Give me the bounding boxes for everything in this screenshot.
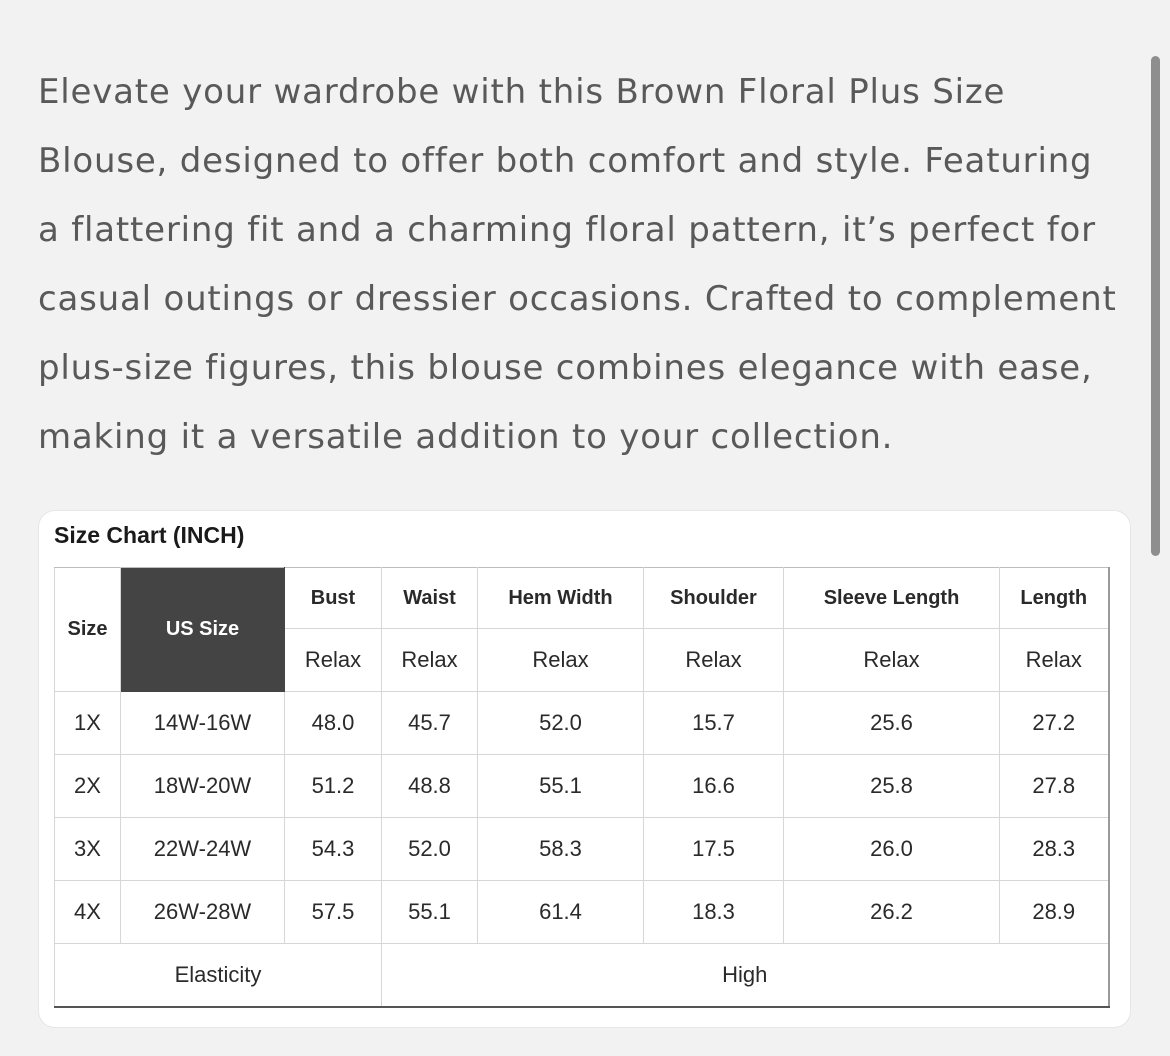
us-size-cell: 14W-16W — [121, 692, 285, 755]
description-line: Elevate your wardrobe with this Brown Floral Plus Size — [38, 72, 1006, 112]
hem-width-cell: 61.4 — [478, 881, 644, 944]
fit-cell: Relax — [382, 629, 478, 692]
shoulder-cell: 15.7 — [644, 692, 784, 755]
description-line: plus-size figures, this blouse combines elegance with ease, — [38, 348, 1093, 388]
table-row — [55, 692, 1109, 755]
elasticity-label: Elasticity — [55, 944, 382, 1008]
size-cell: 2X — [55, 755, 121, 818]
waist-cell: 55.1 — [382, 881, 478, 944]
size-cell: 4X — [55, 881, 121, 944]
size-header: Size — [55, 568, 121, 692]
size-chart-table — [54, 567, 1110, 1008]
hem-width-cell: 58.3 — [478, 818, 644, 881]
bust-cell: 48.0 — [285, 692, 382, 755]
length-cell: 28.3 — [1000, 818, 1109, 881]
waist-cell: 48.8 — [382, 755, 478, 818]
hem-width-header: Hem Width — [478, 568, 644, 629]
description-line: making it a versatile addition to your collection. — [38, 417, 894, 457]
us-size-cell: 18W-20W — [121, 755, 285, 818]
fit-cell: Relax — [478, 629, 644, 692]
shoulder-cell: 18.3 — [644, 881, 784, 944]
bust-cell: 51.2 — [285, 755, 382, 818]
description-line: a flattering fit and a charming floral pattern, it’s perfect for — [38, 210, 1096, 250]
elasticity-row — [55, 944, 1109, 1008]
length-cell: 28.9 — [1000, 881, 1109, 944]
sleeve-length-header: Sleeve Length — [784, 568, 1000, 629]
header-row — [55, 568, 1109, 629]
length-header: Length — [1000, 568, 1109, 629]
scrollbar-thumb[interactable] — [1151, 56, 1160, 556]
sleeve-length-cell: 25.8 — [784, 755, 1000, 818]
description-line: casual outings or dressier occasions. Crafted to complement — [38, 279, 1117, 319]
shoulder-header: Shoulder — [644, 568, 784, 629]
table-row — [55, 881, 1109, 944]
sleeve-length-cell: 26.0 — [784, 818, 1000, 881]
size-cell: 1X — [55, 692, 121, 755]
waist-header: Waist — [382, 568, 478, 629]
us-size-header: US Size — [121, 568, 285, 692]
fit-cell: Relax — [1000, 629, 1109, 692]
waist-cell: 52.0 — [382, 818, 478, 881]
product-description — [38, 58, 1138, 472]
shoulder-cell: 16.6 — [644, 755, 784, 818]
table-row — [55, 818, 1109, 881]
fit-cell: Relax — [285, 629, 382, 692]
bust-cell: 54.3 — [285, 818, 382, 881]
us-size-cell: 26W-28W — [121, 881, 285, 944]
us-size-cell: 22W-24W — [121, 818, 285, 881]
length-cell: 27.2 — [1000, 692, 1109, 755]
fit-cell: Relax — [784, 629, 1000, 692]
size-chart-card — [39, 511, 1130, 1027]
hem-width-cell: 55.1 — [478, 755, 644, 818]
size-chart-title: Size Chart (INCH) — [54, 522, 245, 548]
bust-header: Bust — [285, 568, 382, 629]
sleeve-length-cell: 25.6 — [784, 692, 1000, 755]
length-cell: 27.8 — [1000, 755, 1109, 818]
shoulder-cell: 17.5 — [644, 818, 784, 881]
waist-cell: 45.7 — [382, 692, 478, 755]
bust-cell: 57.5 — [285, 881, 382, 944]
table-row — [55, 755, 1109, 818]
fit-cell: Relax — [644, 629, 784, 692]
size-cell: 3X — [55, 818, 121, 881]
sleeve-length-cell: 26.2 — [784, 881, 1000, 944]
elasticity-value: High — [382, 944, 1109, 1008]
hem-width-cell: 52.0 — [478, 692, 644, 755]
description-line: Blouse, designed to offer both comfort and style. Featuring — [38, 141, 1093, 181]
